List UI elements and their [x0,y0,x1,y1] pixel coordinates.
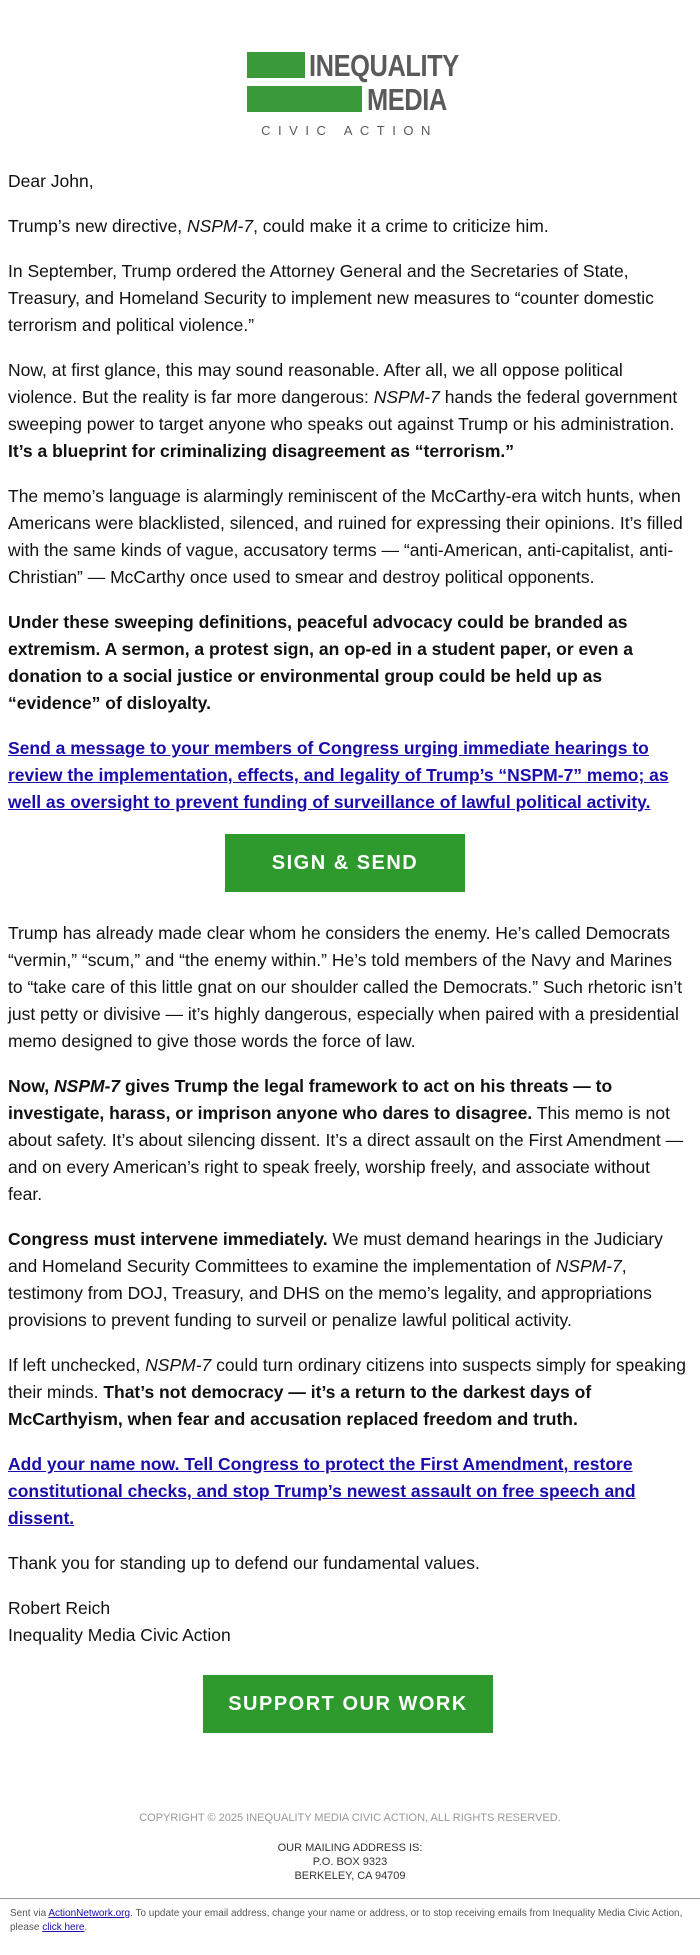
nspm-term: NSPM-7 [145,1355,212,1375]
paragraph-intro [8,213,688,240]
paragraph-congress [8,1226,688,1334]
add-your-name-link[interactable]: Add your name now. Tell Congress to protect the First Amendment, restore constitutional checks, and stop Trump’s newest assault on free speech and dissent. [8,1454,636,1528]
signature [8,1595,688,1649]
emphasis: Under these sweeping definitions, peaceful advocacy could be branded as extremism. A sermon, a protest sign, an op-ed in a student paper, or even a donation to a social justice or environmental group could be held up as “evidence” of disloyalty. [8,612,633,713]
paragraph-september: In September, Trump ordered the Attorney General and the Secretaries of State, Treasury, and Homeland Security to implement new measures to “counter domestic terrorism and political violence.” [8,261,654,335]
cta-paragraph-1 [8,735,688,816]
text: If left unchecked, [8,1355,146,1375]
emphasis: Congress must intervene immediately. [8,1229,328,1249]
logo-green-bar-top [247,52,305,78]
sign-and-send-button[interactable]: SIGN & SEND [225,834,465,892]
text: gives Trump the legal framework to act on his threats — to investigate, harass, or imprison anyone who dares to disagree. [8,1076,613,1123]
mailing-address-label: OUR MAILING ADDRESS IS: [277,1842,423,1854]
paragraph-definitions [8,609,688,717]
paragraph-mccarthy: The memo’s language is alarmingly reminiscent of the McCarthy-era witch hunts, when Americans were blacklisted, silenced, and ruined for expressing their opinions. It’s filled with the same kinds of vague, accusatory terms — “anti-American, anti-capitalist, anti-Christian” — McCarthy once used to smear and destroy political opponents. [8,486,683,587]
sign-button-wrap [8,834,688,892]
paragraph-enemy: Trump has already made clear whom he considers the enemy. He’s called Democrats “vermin,” “scum,” and “the enemy within.” He’s told members of the Navy and Marines to “take care of this little gnat on our shoulder called the Democrats.” Such rhetoric isn’t just petty or divisive — it’s highly dangerous, especially when paired with a presidential memo designed to give those words the force of law. [8,923,683,1051]
text: Trump’s new directive, [8,216,187,236]
signature-name: Robert Reich [8,1598,111,1618]
logo-word-inequality: INEQUALITY [309,48,459,83]
support-button-wrap [8,1675,688,1733]
paragraph-framework [8,1073,688,1208]
sent-via-notice [10,1907,690,1935]
text: Now, [8,1076,55,1096]
paragraph-reasonable [8,357,688,465]
actionnetwork-link[interactable]: ActionNetwork.org [48,1908,131,1919]
email-body [8,168,688,1761]
nspm-term: NSPM-7 [555,1256,622,1276]
emphasis: That’s not democracy — it’s a return to the darkest days of McCarthyism, when fear and accusation replaced freedom and truth. [8,1382,592,1429]
text: could turn ordinary citizens into suspects simply for speaking their minds. [8,1355,686,1402]
text: hands the federal government sweeping power to target anyone who speaks out against Trump or his administration. [8,387,678,434]
paragraph-unchecked [8,1352,688,1433]
mailing-address [0,1841,700,1883]
text: , could make it a crime to criticize him. [253,216,549,236]
cta-paragraph-2 [8,1451,688,1532]
logo-green-bar-bottom [247,86,362,112]
mailing-address-line-2: BERKELEY, CA 94709 [294,1870,406,1882]
footer-divider [0,1898,700,1899]
logo-tagline: CIVIC ACTION [261,123,438,138]
text: . To update your email address, change your name or address, or to stop receiving emails from Inequality Media Civic Action, please [10,1908,683,1933]
paragraph-thanks: Thank you for standing up to defend our fundamental values. [8,1553,480,1573]
text: . [84,1922,88,1933]
inequality-media-logo[interactable] [247,48,459,142]
nspm-term: NSPM-7 [54,1076,121,1096]
mailing-address-line-1: P.O. BOX 9323 [312,1856,388,1868]
logo-word-media: MEDIA [367,82,447,117]
nspm-term: NSPM-7 [373,387,440,407]
text: Now, at first glance, this may sound reasonable. After all, we all oppose political violence. But the reality is far more dangerous: [8,360,623,407]
signature-org: Inequality Media Civic Action [8,1625,231,1645]
send-message-link[interactable]: Send a message to your members of Congress urging immediate hearings to review the implementation, effects, and legality of Trump’s “NSPM-7” memo; as well as oversight to prevent funding of surveillance of lawful political activity. [8,738,669,812]
emphasis: It’s a blueprint for criminalizing disagreement as “terrorism.” [8,441,515,461]
emphasis [8,1076,612,1123]
text: Sent via [10,1908,49,1919]
copyright-notice: COPYRIGHT © 2025 INEQUALITY MEDIA CIVIC ACTION, ALL RIGHTS RESERVED. [139,1812,561,1824]
greeting: Dear John, [8,171,94,191]
unsubscribe-click-here-link[interactable]: click here [42,1922,85,1933]
text: We must demand hearings in the Judiciary and Homeland Security Committees to examine the implementation of [8,1229,663,1276]
nspm-term: NSPM-7 [186,216,254,236]
text: This memo is not about safety. It’s about silencing dissent. It’s a direct assault on the First Amendment — and on every American’s right to speak freely, worship freely, and associate without fear. [8,1103,684,1204]
text: , testimony from DOJ, Treasury, and DHS on the memo’s legality, and appropriations provisions to prevent funding to surveil or penalize lawful political activity. [8,1256,652,1330]
support-our-work-button[interactable]: SUPPORT OUR WORK [203,1675,493,1733]
